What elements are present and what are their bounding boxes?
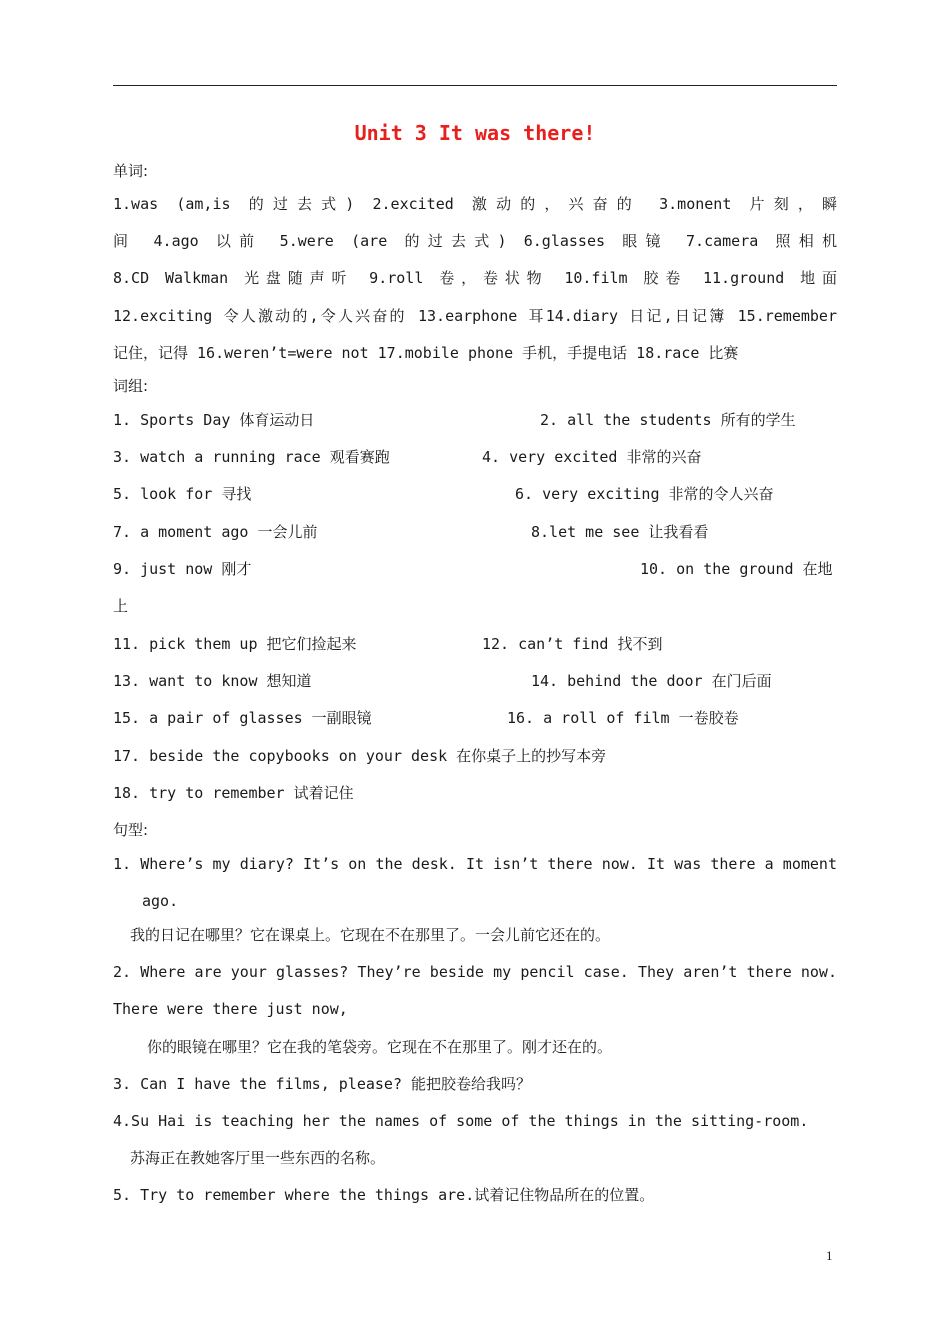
sentence-line: 2. Where are your glasses? They’re beside my pencil case. They aren’t there now. — [113, 963, 837, 981]
phrase-item: 4. very excited 非常的兴奋 — [482, 448, 702, 466]
phrase-item: 2. all the students 所有的学生 — [540, 411, 796, 429]
phrase-item: 7. a moment ago 一会儿前 — [113, 523, 318, 541]
word-line: 1.was (am,is 的过去式) 2.excited 激动的，兴奋的 3.monent 片刻，瞬 — [113, 195, 837, 213]
phrase-item: 8.let me see 让我看看 — [531, 523, 709, 541]
sentence-line: 1. Where’s my diary? It’s on the desk. It isn’t there now. It was there a moment — [113, 855, 837, 873]
phrase-item: 12. can’t find 找不到 — [482, 635, 663, 653]
sentence-translation: 你的眼镜在哪里？它在我的笔袋旁。它现在不在那里了。刚才还在的。 — [147, 1038, 613, 1056]
sentence-line: There were there just now, — [113, 1000, 348, 1018]
page-title: Unit 3 It was there! — [354, 121, 596, 145]
sentence-translation: 我的日记在哪里？它在课桌上。它现在不在那里了。一会儿前它还在的。 — [130, 926, 611, 944]
words-heading: 单词: — [113, 162, 149, 180]
phrase-item: 11. pick them up 把它们捡起来 — [113, 635, 357, 653]
sentence-line: 3. Can I have the films, please? 能把胶卷给我吗？ — [113, 1075, 532, 1093]
phrase-item: 5. look for 寻找 — [113, 485, 252, 503]
sentence-translation: 苏海正在教她客厅里一些东西的名称。 — [130, 1149, 386, 1167]
phrase-item: 15. a pair of glasses 一副眼镜 — [113, 709, 372, 727]
phrase-item: 17. beside the copybooks on your desk 在你桌子上的抄写本旁 — [113, 747, 607, 765]
sentence-line: ago. — [142, 892, 179, 910]
sentence-line: 5. Try to remember where the things are.试着记住物品所在的位置。 — [113, 1186, 655, 1204]
phrase-item: 1. Sports Day 体育运动日 — [113, 411, 315, 429]
page-number: 1 — [826, 1248, 833, 1263]
word-line: 8.CD Walkman 光盘随声听 9.roll 卷，卷状物 10.film 胶卷 11.ground 地面 — [113, 269, 837, 287]
phrase-item: 上 — [113, 597, 129, 615]
sentence-line: 4.Su Hai is teaching her the names of some of the things in the sitting-room. — [113, 1112, 809, 1130]
phrase-item: 6. very exciting 非常的令人兴奋 — [515, 485, 774, 503]
word-line: 12.exciting 令人激动的,令人兴奋的 13.earphone 耳14.diary 日记,日记簿 15.remember — [113, 307, 837, 325]
word-line: 记住，记得 16.weren’t=were not 17.mobile phone 手机，手提电话 18.race 比赛 — [113, 344, 739, 362]
phrase-item: 10. on the ground 在地 — [640, 560, 833, 578]
phrase-item: 18. try to remember 试着记住 — [113, 784, 354, 802]
sentences-heading: 句型: — [113, 821, 149, 839]
phrase-item: 3. watch a running race 观看赛跑 — [113, 448, 390, 466]
word-line: 间 4.ago 以前 5.were (are 的过去式) 6.glasses 眼镜 7.camera 照相机 — [113, 232, 837, 250]
phrase-item: 9. just now 刚才 — [113, 560, 252, 578]
phrases-heading: 词组: — [113, 377, 149, 395]
phrase-item: 14. behind the door 在门后面 — [531, 672, 772, 690]
header-rule — [113, 85, 837, 86]
phrase-item: 13. want to know 想知道 — [113, 672, 312, 690]
phrase-item: 16. a roll of film 一卷胶卷 — [507, 709, 739, 727]
